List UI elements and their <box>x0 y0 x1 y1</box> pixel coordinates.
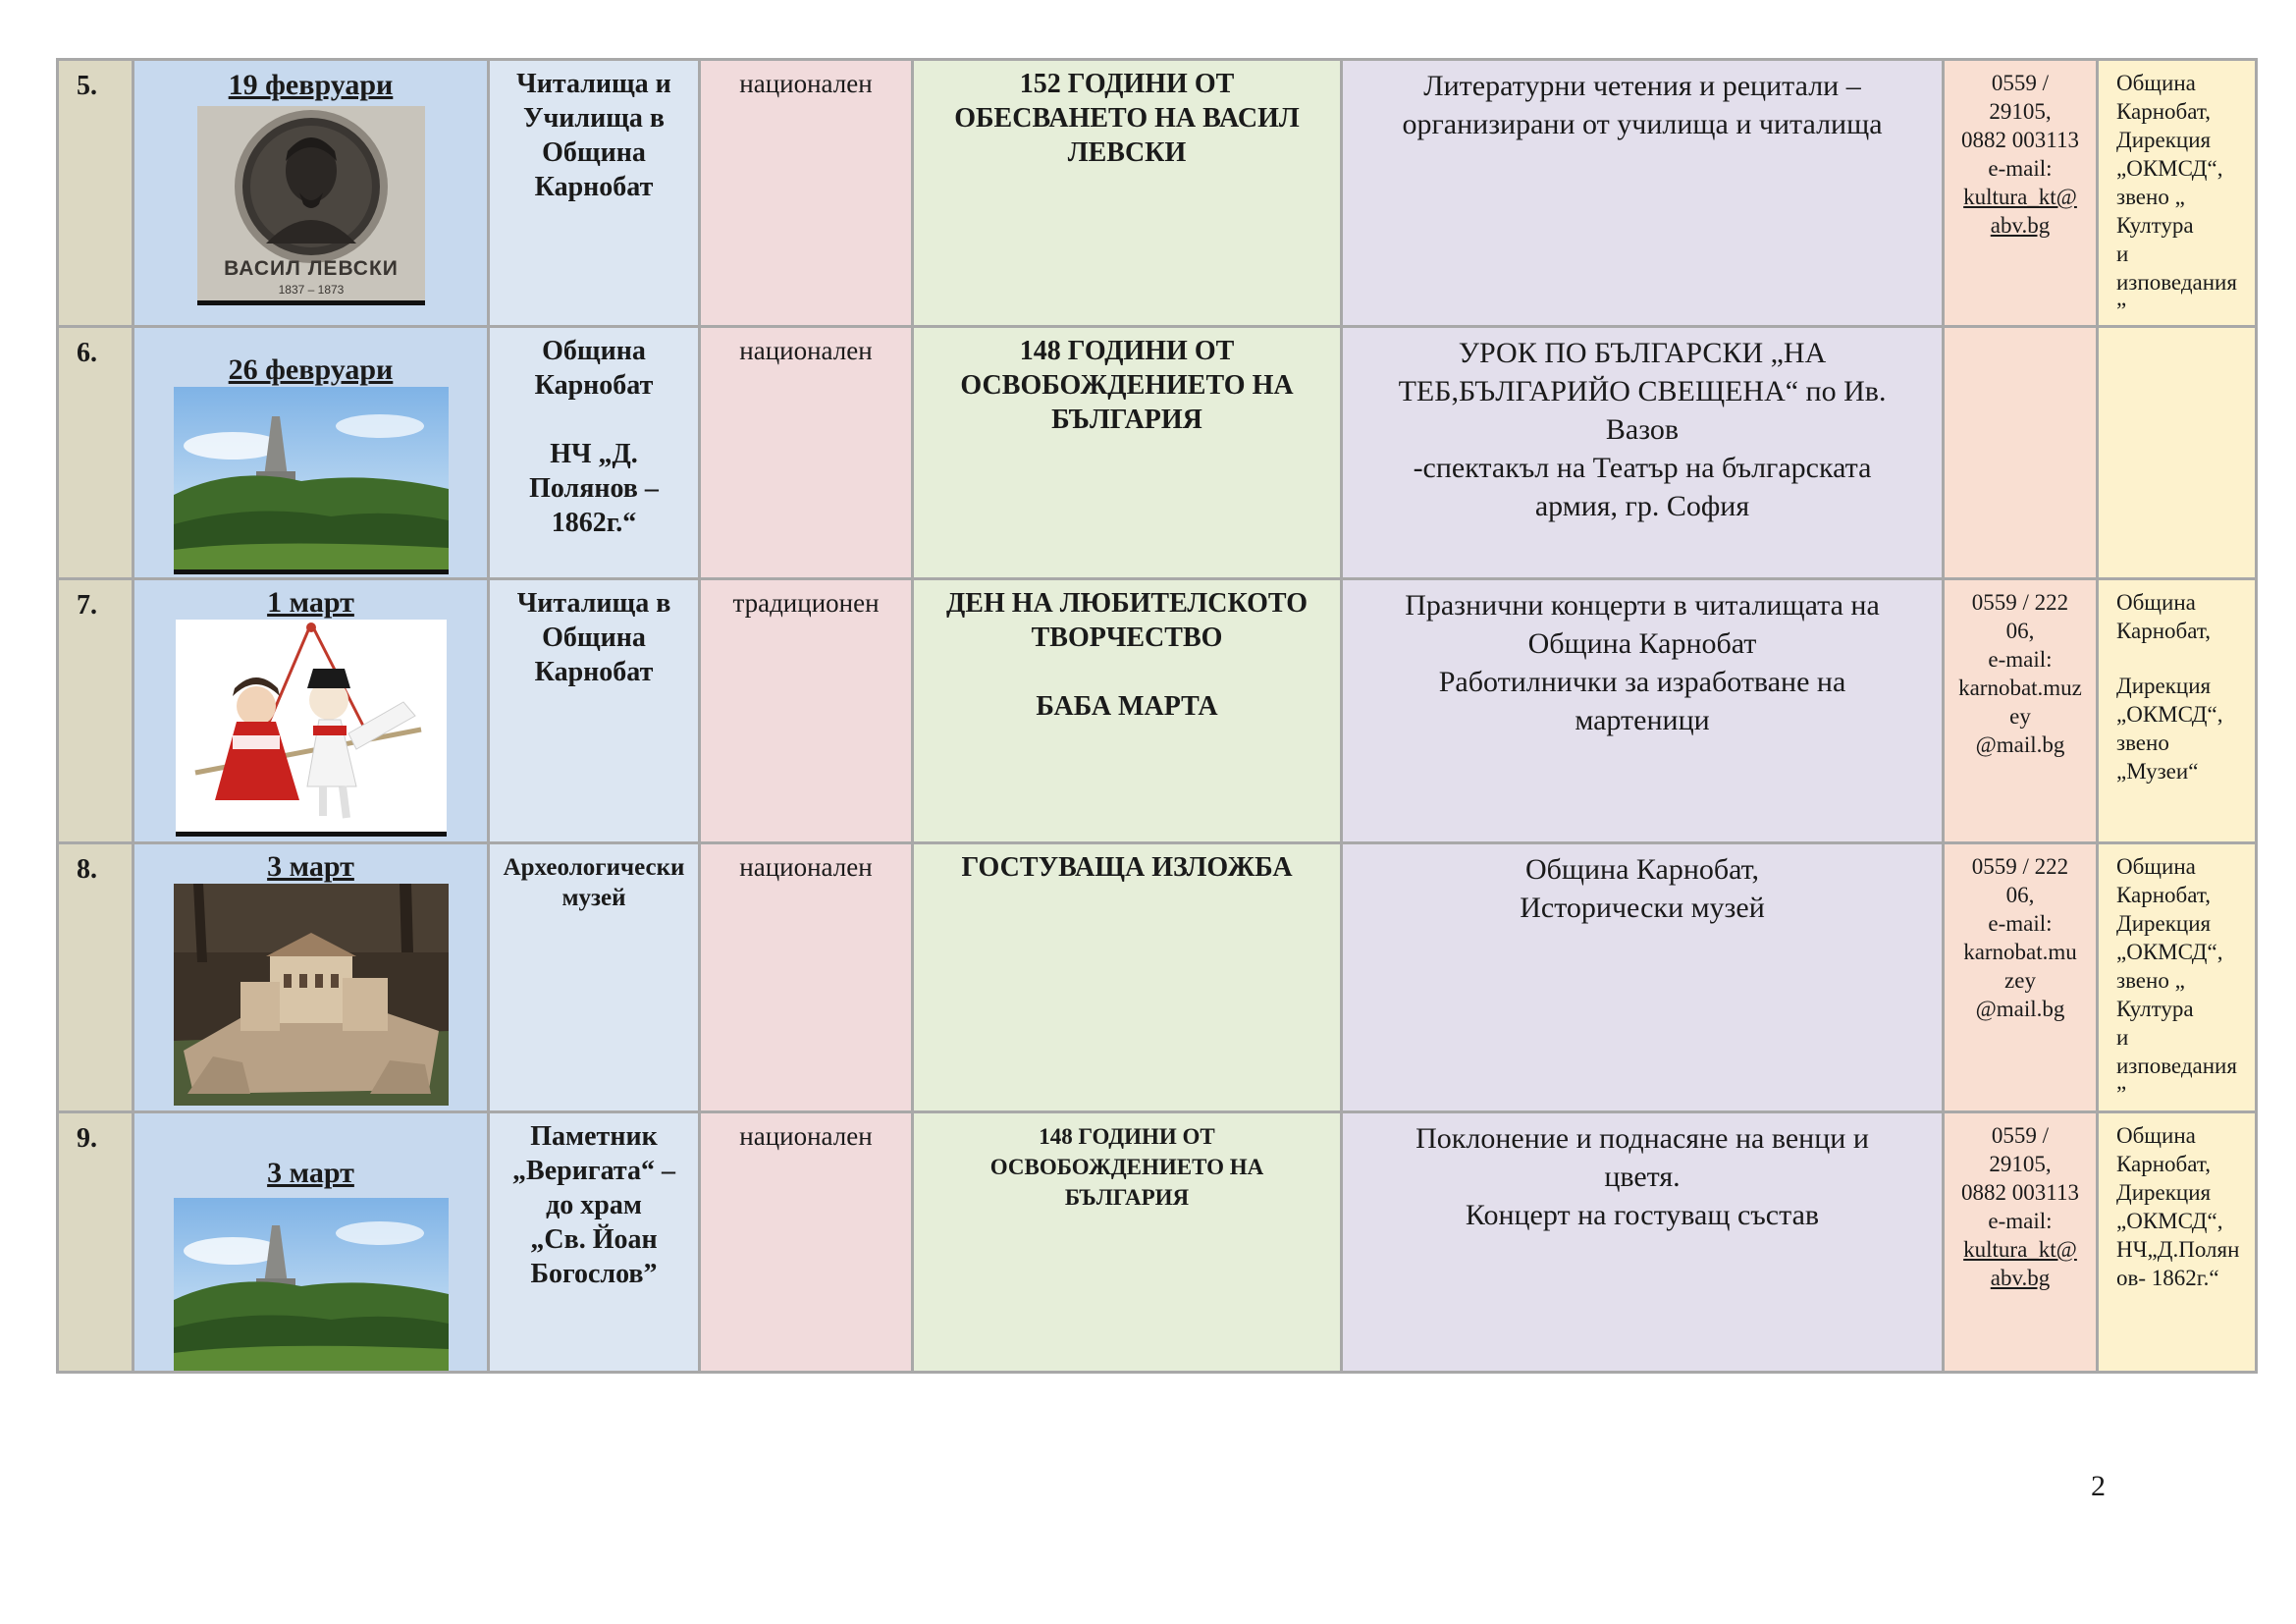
description-line: цветя. <box>1604 1161 1681 1193</box>
martenitsa-dolls-image <box>176 620 447 837</box>
email-text: @mail.bg <box>1975 732 2065 757</box>
organizer-line: „Музеи“ <box>2116 759 2199 784</box>
date-cell <box>133 60 489 327</box>
fortress-model-image <box>174 884 449 1106</box>
event-date: 26 февруари <box>228 353 394 386</box>
description-line: Празнични концерти в читалищата на <box>1405 589 1880 622</box>
place-line: „Св. Йоан <box>530 1224 658 1255</box>
date-cell <box>133 327 489 579</box>
contact-line: 06, <box>2005 883 2035 907</box>
shipka-monument-image <box>174 1198 449 1371</box>
date-cell <box>133 843 489 1112</box>
event-type: национален <box>739 852 873 882</box>
title-line: БЪЛГАРИЯ <box>1064 1185 1190 1210</box>
table-row <box>58 327 2257 579</box>
organizer-line: ” <box>2116 298 2127 323</box>
organizer-cell <box>2098 60 2257 327</box>
type-cell <box>700 843 913 1112</box>
organizer-line: Община <box>2116 71 2196 95</box>
contact-cell <box>1944 327 2098 579</box>
event-type: национален <box>739 69 873 98</box>
row-number-cell <box>58 327 133 579</box>
organizer-line: Карнобат, <box>2116 883 2211 907</box>
place-line: Училища в <box>522 103 666 134</box>
type-cell <box>700 327 913 579</box>
organizer-line: ов- 1862г.“ <box>2116 1266 2219 1290</box>
contact-line: 29105, <box>1989 99 2052 124</box>
row-number-cell <box>58 60 133 327</box>
title-line: 148 ГОДИНИ ОТ <box>1019 336 1235 366</box>
contact-line: e-mail: <box>1988 647 2053 672</box>
contact-line: 0882 003113 <box>1961 1180 2079 1205</box>
row-number-cell <box>58 579 133 843</box>
email-text: ey <box>2009 704 2031 729</box>
contact-line: e-mail: <box>1988 156 2053 181</box>
contact-line: 0559 / 222 <box>1971 590 2069 615</box>
place-line: 1862г.“ <box>551 508 637 538</box>
email-link[interactable]: abv.bg <box>1990 1266 2051 1290</box>
email-text: karnobat.mu <box>1963 940 2077 964</box>
events-table <box>56 58 2258 1374</box>
title-line: 148 ГОДИНИ ОТ <box>1039 1124 1215 1149</box>
organizer-line: Култура <box>2116 997 2194 1021</box>
contact-cell <box>1944 579 2098 843</box>
organizer-cell <box>2098 843 2257 1112</box>
levski-relief-image <box>197 106 425 305</box>
row-number: 7. <box>77 590 97 621</box>
date-cell <box>133 1112 489 1373</box>
contact-line: 0559 / <box>1991 71 2050 95</box>
organizer-line: Дирекция <box>2116 674 2212 698</box>
title-line: ЛЕВСКИ <box>1067 137 1187 168</box>
place-cell <box>489 1112 700 1373</box>
event-date: 1 март <box>267 586 354 619</box>
contact-cell <box>1944 60 2098 327</box>
title-line: БАБА МАРТА <box>1036 691 1218 722</box>
place-line: „Веригата“ – <box>512 1156 675 1186</box>
organizer-line: НЧ„Д.Полян <box>2116 1237 2240 1262</box>
place-line: Паметник <box>530 1121 658 1152</box>
title-cell <box>913 579 1342 843</box>
place-cell <box>489 579 700 843</box>
place-cell <box>489 60 700 327</box>
table-row <box>58 579 2257 843</box>
place-line: Читалища в <box>516 588 671 619</box>
organizer-line: и <box>2116 242 2129 266</box>
row-number-cell <box>58 843 133 1112</box>
organizer-cell <box>2098 579 2257 843</box>
organizer-line: Дирекция <box>2116 911 2212 936</box>
organizer-line: Община <box>2116 1123 2196 1148</box>
place-line: Читалища и <box>516 69 671 99</box>
event-type: национален <box>739 336 873 365</box>
table-row <box>58 1112 2257 1373</box>
organizer-line: изповедания <box>2116 1054 2237 1078</box>
email-link[interactable]: kultura_kt@ <box>1963 1237 2077 1262</box>
title-cell <box>913 1112 1342 1373</box>
contact-cell <box>1944 843 2098 1112</box>
description-line: Литературни четения и рецитали – <box>1423 70 1861 102</box>
type-cell <box>700 1112 913 1373</box>
table-row <box>58 843 2257 1112</box>
contact-line: 06, <box>2005 619 2035 643</box>
organizer-line: Дирекция <box>2116 128 2212 152</box>
description-line: -спектакъл на Театър на българската <box>1413 452 1872 484</box>
page-number: 2 <box>2091 1470 2106 1502</box>
place-line: Богослов” <box>530 1259 658 1289</box>
event-date: 19 февруари <box>228 69 394 101</box>
place-line: Археологически <box>503 854 685 881</box>
description-line: ТЕБ,БЪЛГАРИЙО СВЕЩЕНА“ по Ив. <box>1398 375 1887 407</box>
row-number: 6. <box>77 338 97 368</box>
organizer-line: и <box>2116 1025 2129 1050</box>
organizer-line: Карнобат, <box>2116 99 2211 124</box>
title-cell <box>913 327 1342 579</box>
email-text: karnobat.muz <box>1958 676 2082 700</box>
organizer-line: „ОКМСД“, <box>2116 940 2223 964</box>
shipka-monument-image <box>174 387 449 574</box>
description-line: УРОК ПО БЪЛГАРСКИ „НА <box>1458 337 1827 369</box>
organizer-line: звено <box>2116 731 2169 755</box>
organizer-line: Карнобат, <box>2116 619 2211 643</box>
place-line: НЧ „Д. <box>550 439 638 469</box>
description-line: Концерт на гостуващ състав <box>1465 1199 1820 1231</box>
contact-line: 0882 003113 <box>1961 128 2079 152</box>
event-date: 3 март <box>267 850 354 883</box>
description-line: Работилнички за изработване на <box>1438 666 1846 698</box>
place-line: до храм <box>546 1190 642 1220</box>
relief-inscription: ВАСИЛ ЛЕВСКИ <box>223 257 399 280</box>
place-line: Полянов – <box>529 473 659 504</box>
description-line: Исторически музей <box>1520 892 1765 924</box>
type-cell <box>700 579 913 843</box>
place-cell <box>489 327 700 579</box>
description-cell <box>1342 327 1944 579</box>
title-line: ОСВОБОЖДЕНИЕТО НА <box>960 370 1294 401</box>
organizer-line: „ОКМСД“, <box>2116 156 2223 181</box>
type-cell <box>700 60 913 327</box>
place-line: Карнобат <box>534 370 654 401</box>
table-row <box>58 60 2257 327</box>
row-number: 8. <box>77 854 97 885</box>
organizer-cell <box>2098 327 2257 579</box>
contact-line: 0559 / 222 <box>1971 854 2069 879</box>
email-link[interactable]: kultura_kt@ <box>1963 185 2077 209</box>
place-line: музей <box>561 885 626 911</box>
organizer-line: звено „ <box>2116 968 2185 993</box>
title-line: ДЕН НА ЛЮБИТЕЛСКОТО <box>946 588 1308 619</box>
email-text: zey <box>2004 968 2036 993</box>
place-line: Карнобат <box>534 657 654 687</box>
organizer-line: ” <box>2116 1082 2127 1107</box>
title-line: ТВОРЧЕСТВО <box>1031 623 1223 653</box>
place-line: Община <box>542 336 646 366</box>
contact-line: e-mail: <box>1988 911 2053 936</box>
event-type: национален <box>739 1121 873 1151</box>
description-line: Поклонение и поднасяне на венци и <box>1415 1122 1869 1155</box>
event-type: традиционен <box>732 588 880 618</box>
title-line: ГОСТУВАЩА ИЗЛОЖБА <box>961 852 1293 883</box>
contact-line: 29105, <box>1989 1152 2052 1176</box>
description-line: организирани от училища и читалища <box>1402 108 1883 140</box>
title-line: ОБЕСВАНЕТО НА ВАСИЛ <box>954 103 1300 134</box>
organizer-line: изповедания <box>2116 270 2237 295</box>
organizer-line: звено „ <box>2116 185 2185 209</box>
organizer-line: Дирекция <box>2116 1180 2212 1205</box>
organizer-cell <box>2098 1112 2257 1373</box>
description-line: мартеници <box>1575 704 1710 736</box>
date-cell <box>133 579 489 843</box>
organizer-line: „ОКМСД“, <box>2116 702 2223 727</box>
organizer-line: Карнобат, <box>2116 1152 2211 1176</box>
organizer-line: Община <box>2116 590 2196 615</box>
title-line: ОСВОБОЖДЕНИЕТО НА <box>989 1155 1264 1179</box>
organizer-line: „ОКМСД“, <box>2116 1209 2223 1233</box>
contact-line: e-mail: <box>1988 1209 2053 1233</box>
description-cell <box>1342 843 1944 1112</box>
row-number-cell <box>58 1112 133 1373</box>
email-text: @mail.bg <box>1975 997 2065 1021</box>
description-cell <box>1342 1112 1944 1373</box>
row-number: 9. <box>77 1123 97 1154</box>
row-number: 5. <box>77 71 97 101</box>
title-cell <box>913 843 1342 1112</box>
description-cell <box>1342 60 1944 327</box>
description-line: Община Карнобат, <box>1524 853 1760 886</box>
description-cell <box>1342 579 1944 843</box>
organizer-line: Община <box>2116 854 2196 879</box>
title-line: БЪЛГАРИЯ <box>1051 405 1202 435</box>
title-line: 152 ГОДИНИ ОТ <box>1019 69 1235 99</box>
contact-line: 0559 / <box>1991 1123 2050 1148</box>
description-line: Община Карнобат <box>1527 627 1757 660</box>
email-link[interactable]: abv.bg <box>1990 213 2051 238</box>
place-line: Община <box>542 137 646 168</box>
place-line: Община <box>542 623 646 653</box>
description-line: армия, гр. София <box>1534 490 1750 522</box>
place-cell <box>489 843 700 1112</box>
event-date: 3 март <box>267 1157 354 1189</box>
relief-years: 1837 – 1873 <box>278 283 344 297</box>
description-line: Вазов <box>1605 413 1680 446</box>
place-line: Карнобат <box>534 172 654 202</box>
contact-cell <box>1944 1112 2098 1373</box>
organizer-line: Култура <box>2116 213 2194 238</box>
title-cell <box>913 60 1342 327</box>
